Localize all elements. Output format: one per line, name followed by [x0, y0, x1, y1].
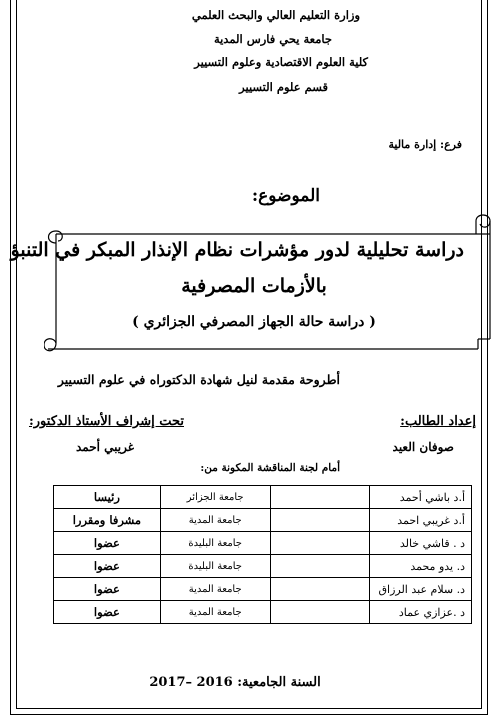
committee-member-name: د. سلام عبد الرزاق: [370, 578, 472, 601]
committee-member-university: جامعة المدية: [160, 601, 270, 624]
committee-member-role: رئيسا: [54, 486, 161, 509]
committee-member-name: أ.د غريبي احمد: [370, 509, 472, 532]
committee-member-university: جامعة البليدة: [160, 555, 270, 578]
thesis-title-line-2: بالأزمات المصرفية: [181, 275, 327, 297]
title-scroll-banner: [10, 211, 492, 359]
university-name: جامعة يحي فارس المدية: [213, 32, 332, 46]
branch-label: فرع: إدارة مالية: [388, 138, 462, 151]
student-label: إعداد الطالب:: [400, 414, 476, 429]
committee-intro: أمام لجنة المناقشة المكونة من:: [200, 462, 340, 474]
committee-row: [54, 486, 472, 509]
committee-empty-cell: [270, 486, 370, 509]
committee-row: [54, 578, 472, 601]
department-name: قسم علوم التسيير: [239, 80, 328, 94]
thesis-case-study: ( دراسة حالة الجهاز المصرفي الجزائري ): [132, 314, 376, 330]
supervisor-name: غريبي أحمد: [75, 440, 134, 454]
committee-member-role: عضوا: [54, 555, 161, 578]
committee-row: [54, 601, 472, 624]
student-name: صوفان العيد: [392, 440, 454, 454]
committee-member-name: د. يدو محمد: [370, 555, 472, 578]
committee-row: [54, 509, 472, 532]
committee-member-name: أ.د باشي أحمد: [370, 486, 472, 509]
committee-member-role: عضوا: [54, 578, 161, 601]
faculty-name: كلية العلوم الاقتصادية وعلوم التسيير: [194, 55, 368, 69]
academic-year: السنة الجامعية: 2016 –2017: [149, 675, 321, 690]
committee-row: [54, 532, 472, 555]
committee-empty-cell: [270, 532, 370, 555]
committee-member-university: جامعة الجزائر: [160, 486, 270, 509]
committee-table: [53, 485, 472, 624]
committee-member-university: جامعة المدية: [160, 578, 270, 601]
committee-member-university: جامعة المدية: [160, 509, 270, 532]
committee-empty-cell: [270, 578, 370, 601]
subject-heading: الموضوع:: [251, 186, 320, 206]
committee-empty-cell: [270, 509, 370, 532]
committee-empty-cell: [270, 601, 370, 624]
committee-member-role: عضوا: [54, 532, 161, 555]
committee-member-name: د . قاشي خالد: [370, 532, 472, 555]
committee-member-role: عضوا: [54, 601, 161, 624]
committee-member-name: د .عزازي عماد: [370, 601, 472, 624]
supervisor-label: تحت إشراف الأستاذ الدكتور:: [28, 414, 184, 429]
committee-empty-cell: [270, 555, 370, 578]
committee-member-university: جامعة البليدة: [160, 532, 270, 555]
ministry-name: وزارة التعليم العالي والبحث العلمي: [191, 8, 360, 22]
thesis-degree-note: أطروحة مقدمة لنيل شهادة الدكتوراه في علوم التسيير: [57, 372, 340, 387]
committee-member-role: مشرفا ومقررا: [54, 509, 161, 532]
committee-row: [54, 555, 472, 578]
thesis-title-line-1: دراسة تحليلية لدور مؤشرات نظام الإنذار المبكر في التنبؤ: [10, 239, 464, 261]
